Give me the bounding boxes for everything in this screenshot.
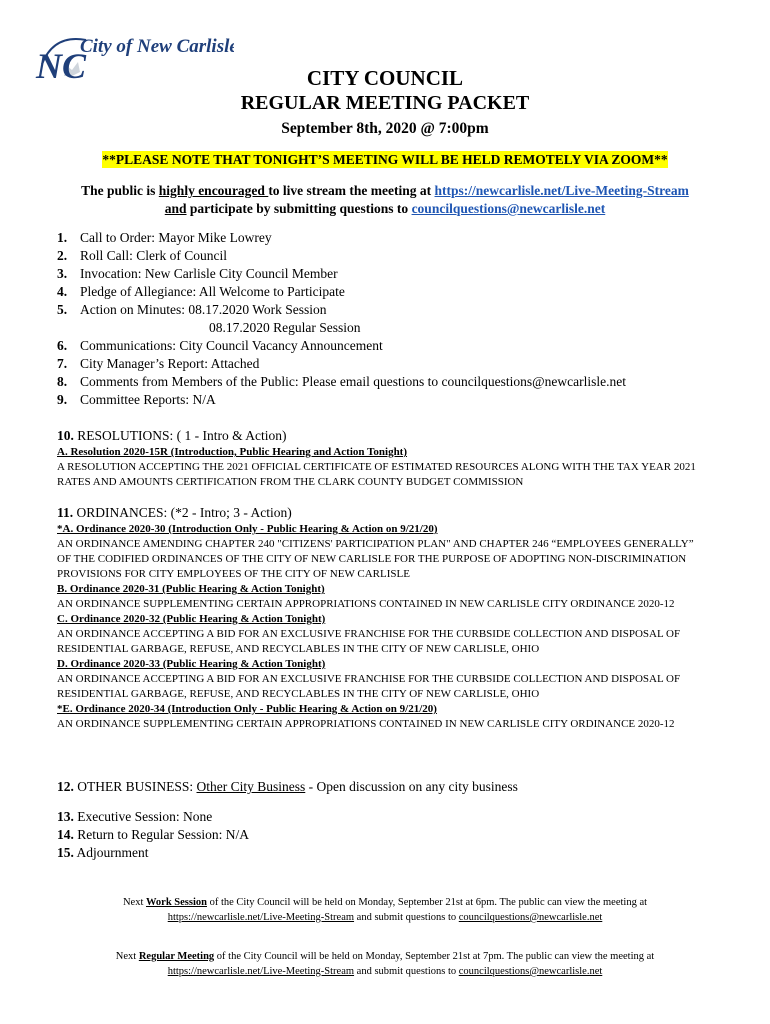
ordinance-body: AN ORDINANCE SUPPLEMENTING CERTAIN APPROPRIATIONS CONTAINED IN NEW CARLISLE CITY ORDINANCE 2020-12 — [57, 598, 675, 610]
zoom-notice — [0, 152, 770, 168]
footer-text: Next — [122, 897, 146, 908]
agenda-number: 1. — [57, 230, 68, 245]
section-number: 12. — [57, 779, 74, 794]
ordinances-heading — [57, 504, 697, 522]
agenda-number: 6. — [57, 338, 68, 353]
section-number: 13. — [57, 809, 74, 824]
other-business-text: - Open discussion on any city business — [305, 779, 518, 794]
public-text-1: The public is — [81, 183, 159, 198]
agenda-item — [57, 301, 626, 319]
zoom-notice-text: **PLEASE NOTE THAT TONIGHT’S MEETING WILL BE HELD REMOTELY VIA ZOOM** — [102, 152, 668, 167]
section-title: RESOLUTIONS: ( 1 - Intro & Action) — [73, 428, 287, 443]
logo-name: City of New Carlisle — [80, 36, 234, 57]
agenda-text: Action on Minutes: 08.17.2020 Work Session — [80, 302, 327, 317]
agenda-number: 8. — [57, 374, 68, 389]
footer-stream-link[interactable]: https://newcarlisle.net/Live-Meeting-Stream — [167, 912, 355, 923]
next-work-session-note — [0, 895, 770, 925]
agenda-item — [57, 373, 626, 391]
footer-text: of the City Council will be held on Monday, September 21st at 6pm. The public can view the meeting at — [206, 897, 648, 908]
section-number: 14. — [57, 827, 74, 842]
resolution-a-body: A RESOLUTION ACCEPTING THE 2021 OFFICIAL CERTIFICATE OF ESTIMATED RESOURCES ALONG WITH THE TAX YEAR 2021 RATES AND AMOUNTS CERTIFICATION FROM THE CLARK COUNTY BUDGET COMMISSION — [57, 461, 696, 488]
agenda-item — [57, 391, 626, 409]
closing-text: Executive Session: None — [73, 809, 213, 824]
closing-items — [57, 808, 249, 862]
other-business — [57, 778, 518, 796]
meeting-date: September 8th, 2020 @ 7:00pm — [281, 120, 489, 137]
closing-item — [57, 844, 249, 862]
agenda-list — [57, 229, 626, 409]
agenda-text: Roll Call: Clerk of Council — [80, 248, 227, 263]
ordinances-section — [57, 504, 697, 732]
public-text-3: participate by submitting questions to — [186, 201, 412, 216]
ordinance-body: AN ORDINANCE ACCEPTING A BID FOR AN EXCLUSIVE FRANCHISE FOR THE CURBSIDE COLLECTION AND DISPOSAL OF RESIDENTIAL GARBAGE, REFUSE, AND RECYCLABLES IN THE CITY OF NEW CARLISLE, OHIO — [57, 628, 681, 655]
agenda-number: 7. — [57, 356, 68, 371]
section-title: ORDINANCES: (*2 - Intro; 3 - Action) — [73, 505, 292, 520]
agenda-number — [57, 319, 80, 337]
title-city-council: CITY COUNCIL — [306, 66, 464, 90]
other-city-business: Other City Business — [196, 779, 306, 794]
agenda-text: Pledge of Allegiance: All Welcome to Participate — [80, 284, 345, 299]
questions-email-link[interactable]: councilquestions@newcarlisle.net — [411, 201, 606, 216]
ordinance-heading: B. Ordinance 2020-31 (Public Hearing & Action Tonight) — [57, 583, 325, 595]
work-session-label: Work Session — [146, 897, 207, 908]
agenda-number: 4. — [57, 284, 68, 299]
footer-text: and submit questions to — [354, 966, 459, 977]
ordinance-heading: D. Ordinance 2020-33 (Public Hearing & Action Tonight) — [57, 658, 326, 670]
next-regular-meeting-note — [0, 949, 770, 979]
closing-text: Return to Regular Session: N/A — [73, 827, 249, 842]
ordinance-body: AN ORDINANCE ACCEPTING A BID FOR AN EXCLUSIVE FRANCHISE FOR THE CURBSIDE COLLECTION AND DISPOSAL OF RESIDENTIAL GARBAGE, REFUSE, AND RECYCLABLES IN THE CITY OF NEW CARLISLE, OHIO — [57, 673, 681, 700]
agenda-text: Communications: City Council Vacancy Announcement — [80, 338, 383, 353]
agenda-number: 3. — [57, 266, 68, 281]
footer-text: of the City Council will be held on Monday, September 21st at 7pm. The public can view the meeting at — [214, 951, 655, 962]
section-number: 15. — [57, 845, 74, 860]
live-stream-link[interactable]: https://newcarlisle.net/Live-Meeting-Stream — [434, 183, 689, 198]
public-participation — [0, 182, 770, 218]
agenda-number: 2. — [57, 248, 68, 263]
footer-stream-link[interactable]: https://newcarlisle.net/Live-Meeting-Stream — [167, 966, 355, 977]
footer-text: and submit questions to — [354, 912, 459, 923]
footer-text: Next — [115, 951, 139, 962]
ordinance-body: AN ORDINANCE SUPPLEMENTING CERTAIN APPROPRIATIONS CONTAINED IN NEW CARLISLE CITY ORDINANCE 2020-12 — [57, 718, 675, 730]
agenda-number: 5. — [57, 302, 68, 317]
closing-item — [57, 826, 249, 844]
other-business-label: OTHER BUSINESS: — [73, 779, 197, 794]
ordinance-heading: *A. Ordinance 2020-30 (Introduction Only - Public Hearing & Action on 9/21/20) — [57, 523, 438, 535]
agenda-text: Call to Order: Mayor Mike Lowrey — [80, 230, 272, 245]
ordinance-heading: C. Ordinance 2020-32 (Public Hearing & Action Tonight) — [57, 613, 326, 625]
logo-initials: NC — [36, 46, 87, 86]
agenda-text: Comments from Members of the Public: Please email questions to councilquestions@newcarlisle.net — [80, 374, 626, 389]
public-text-and: and — [164, 201, 187, 216]
agenda-item — [57, 247, 626, 265]
public-text-emphasis: highly encouraged — [158, 183, 269, 198]
agenda-item — [57, 283, 626, 301]
ordinance-body: AN ORDINANCE AMENDING CHAPTER 240 "CITIZENS' PARTICIPATION PLAN" AND CHAPTER 246 “EMPLOYEES GENERALLY” OF THE CODIFIED ORDINANCES OF THE CITY OF NEW CARLISLE FOR THE PURPOSE OF ADOPTING NON-DISCRIMINATION PROVISIONS FOR CITY EMPLOYEES OF THE CITY OF NEW CARLISLE — [57, 538, 694, 580]
footer-email-link[interactable]: councilquestions@newcarlisle.net — [458, 966, 603, 977]
agenda-item — [57, 337, 626, 355]
footer-email-link[interactable]: councilquestions@newcarlisle.net — [458, 912, 603, 923]
section-number: 11. — [57, 505, 74, 520]
agenda-text: 08.17.2020 Regular Session — [209, 320, 361, 335]
agenda-item — [57, 265, 626, 283]
closing-item — [57, 808, 249, 826]
closing-text: Adjournment — [73, 845, 149, 860]
resolutions-heading — [57, 427, 697, 445]
agenda-item — [57, 229, 626, 247]
agenda-item — [57, 355, 626, 373]
agenda-item-continued — [57, 319, 626, 337]
agenda-text: City Manager’s Report: Attached — [80, 356, 260, 371]
resolutions-section — [57, 427, 697, 490]
resolution-a-heading: A. Resolution 2020-15R (Introduction, Public Hearing and Action Tonight) — [57, 446, 408, 458]
regular-meeting-label: Regular Meeting — [138, 951, 215, 962]
agenda-text: Invocation: New Carlisle City Council Member — [80, 266, 338, 281]
section-number: 10. — [57, 428, 74, 443]
public-text-2: to live stream the meeting at — [268, 183, 435, 198]
agenda-number: 9. — [57, 392, 68, 407]
agenda-text: Committee Reports: N/A — [80, 392, 216, 407]
title-meeting-packet: REGULAR MEETING PACKET — [240, 92, 530, 114]
ordinance-heading: *E. Ordinance 2020-34 (Introduction Only - Public Hearing & Action on 9/21/20) — [57, 703, 437, 715]
